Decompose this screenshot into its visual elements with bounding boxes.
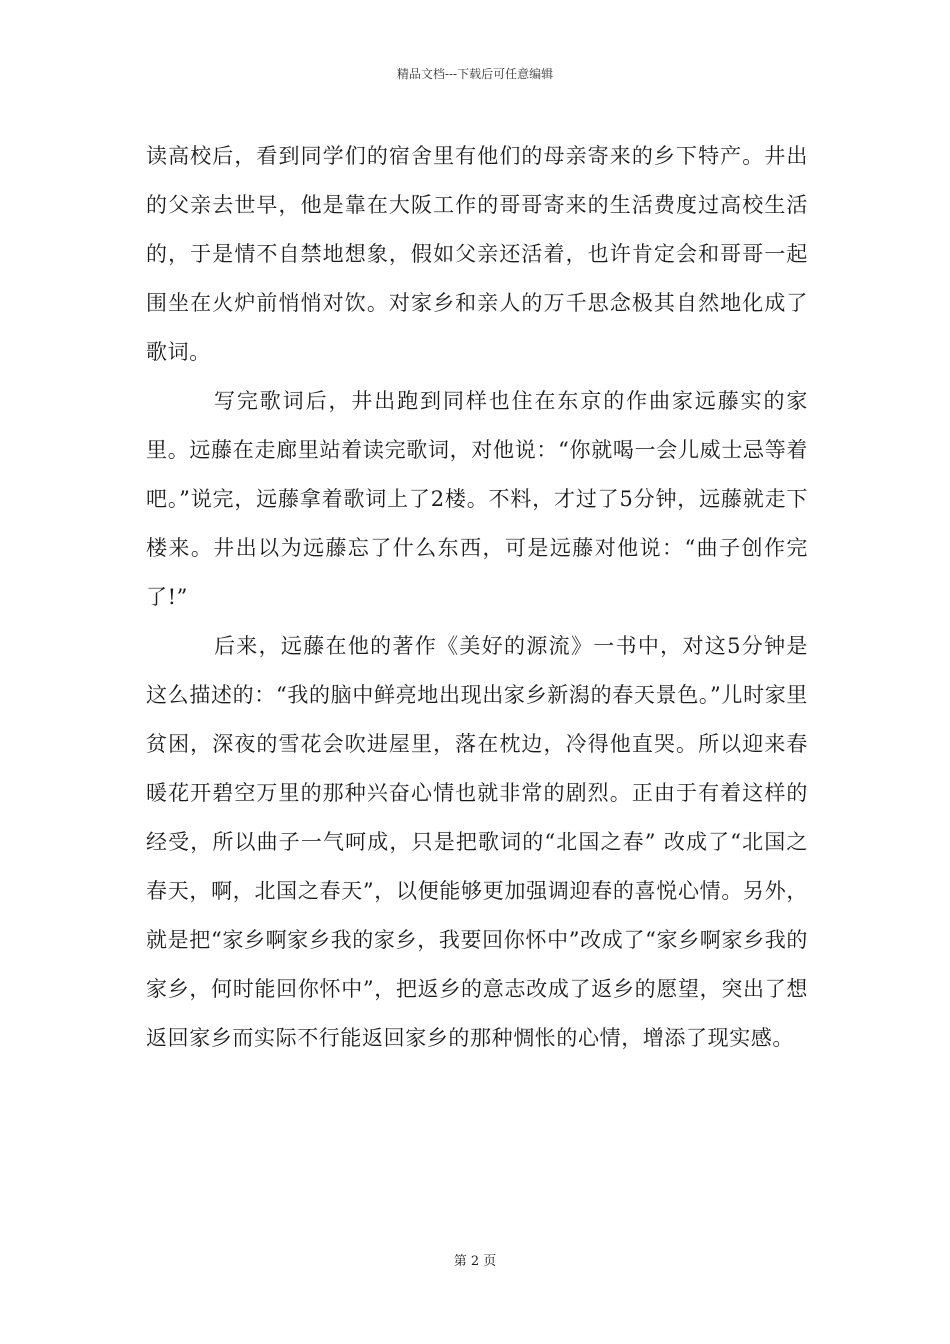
paragraph: 后来，远藤在他的著作《美好的源流》一书中，对这5分钟是这么描述的：“我的脑中鲜亮地出现出家乡新潟的春天景色。”儿时家里贫困，深夜的雪花会吹进屋里，落在枕边，冷得他直哭。所以迎来春暖花开碧空万里的那种兴奋心情也就非常的剧烈。正由于有着这样的经受，所以曲子一气呵成，只是把歌词的“北国之春” 改成了“北国之春天，啊，北国之春天”，以便能够更加强调迎春的喜悦心情。另外，就是把“家乡啊家乡我的家乡，我要回你怀中”改成了“家乡啊家乡我的家乡，何时能回你怀中”，把返乡的意志改成了返乡的愿望，突出了想返回家乡而实际不行能返回家乡的那种惆怅的心情，增添了现实感。 [146, 634, 808, 1050]
paragraph-continued: 读高校后，看到同学们的宿舍里有他们的母亲寄来的乡下特产。井出的父亲去世早，他是靠在大阪工作的哥哥寄来的生活费度过高校生活的，于是情不自禁地想象，假如父亲还活着，也许肯定会和哥哥一起围坐在火炉前悄悄对饮。对家乡和亲人的万千思念极其自然地化成了歌词。 [146, 144, 808, 364]
page-number: 第 2 页 [453, 1254, 497, 1269]
paragraph: 写完歌词后，井出跑到同样也住在东京的作曲家远藤实的家里。远藤在走廊里站着读完歌词，对他说：“你就喝一会儿威士忌等着吧。”说完，远藤拿着歌词上了2楼。不料，才过了5分钟，远藤就走下楼来。井出以为远藤忘了什么东西，可是远藤对他说：“曲子创作完了!” [146, 389, 808, 609]
document-body [146, 132, 808, 1063]
page-header: 精品文档---下载后可任意编辑 [396, 67, 554, 81]
